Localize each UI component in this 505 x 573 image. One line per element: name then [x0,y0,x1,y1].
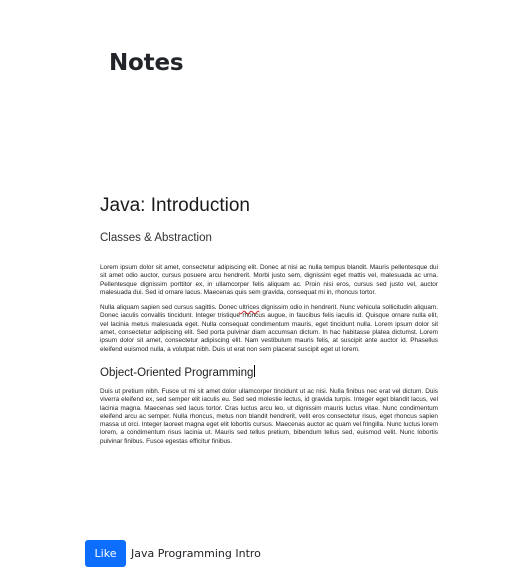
text-cursor [254,365,255,377]
page-title: Notes [109,50,184,76]
document-subtitle: Classes & Abstraction [100,232,212,244]
document-title: Java: Introduction [100,195,250,216]
document-paragraph [100,304,438,354]
paragraph-text: Nulla aliquam sapien sed cursus sagittis. Donec [100,304,240,312]
paragraph-text: dignissim odio in hendrerit. Nunc vehicula sollicitudin aliquam. Donec iaculis convallis tincidunt. Integer tristique rhoncus augue, in faucibus felis iaculis id. Quisque ornare nulla elit, vel lacinia metus malesuada eget. Nulla consequat condimentum mauris, eget tincidunt nulla. Lorem ipsum dolor sit amet, consectetur adipiscing elit. Sed porta pulvinar diam accumsan dictum. In hac habitasse platea dictumst. Lorem ipsum dolor sit amet, consectetur adipiscing elit. Nam vestibulum mauris felis, at suscipit ante auctor id. Phasellus eleifend euismod nulla, a volutpat nibh. Duis ut erat non sem placerat suscipit eget ut lorem. [100,304,438,353]
note-name: Java Programming Intro [131,547,261,560]
section-heading[interactable] [100,365,438,381]
like-button[interactable]: Like [85,540,126,567]
note-footer [85,540,261,567]
misspelled-word: ultrices [239,304,260,312]
document-paragraph: Lorem ipsum dolor sit amet, consectetur adipiscing elit. Donec at nisi ac nulla tempus blandit. Mauris pellentesque dui sit amet odio auctor, cursus posuere arcu hendrerit. Morbi justo sem, dignissim eget mattis vel, malesuada ac urna. Pellentesque dignissim porttitor ex, in ullamcorper felis aliquam ac. Proin nisi eros, cursus sed justo vel, auctor malesuada dui. Sed id ornare lacus. Maecenas quis sem gravida, consequat mi in, rhoncus tortor. [100,264,438,296]
section-heading-text: Object-Oriented Programming [100,366,254,379]
document-preview [100,194,438,446]
document-paragraph: Duis ut pretium nibh. Fusce ut mi sit amet dolor ullamcorper tincidunt ut ac nisi. Nulla finibus nec erat vel dictum. Duis viverra eleifend ex, sed semper elit iaculis eu. Sed sed molestie lectus, id gravida turpis. Integer eget blandit lacus, vel lacinia magna. Maecenas sed lacus tortor. Cras luctus arcu leo, ut dignissim mauris luctus vitae. Nunc condimentum eleifend arcu ac semper. Nulla rhoncus, metus non blandit hendrerit, velit eros consectetur risus, eget rhoncus sapien massa ut orci. Integer laoreet magna eget elit lobortis cursus. Maecenas auctor ac quam vel fringilla. Nunc luctus lorem lorem, a condimentum risus lacinia ut. Mauris sed tellus pretium, bibendum tellus sed, euismod velit. Nunc lobortis pulvinar finibus. Fusce egestas efficitur finibus. [100,387,438,445]
